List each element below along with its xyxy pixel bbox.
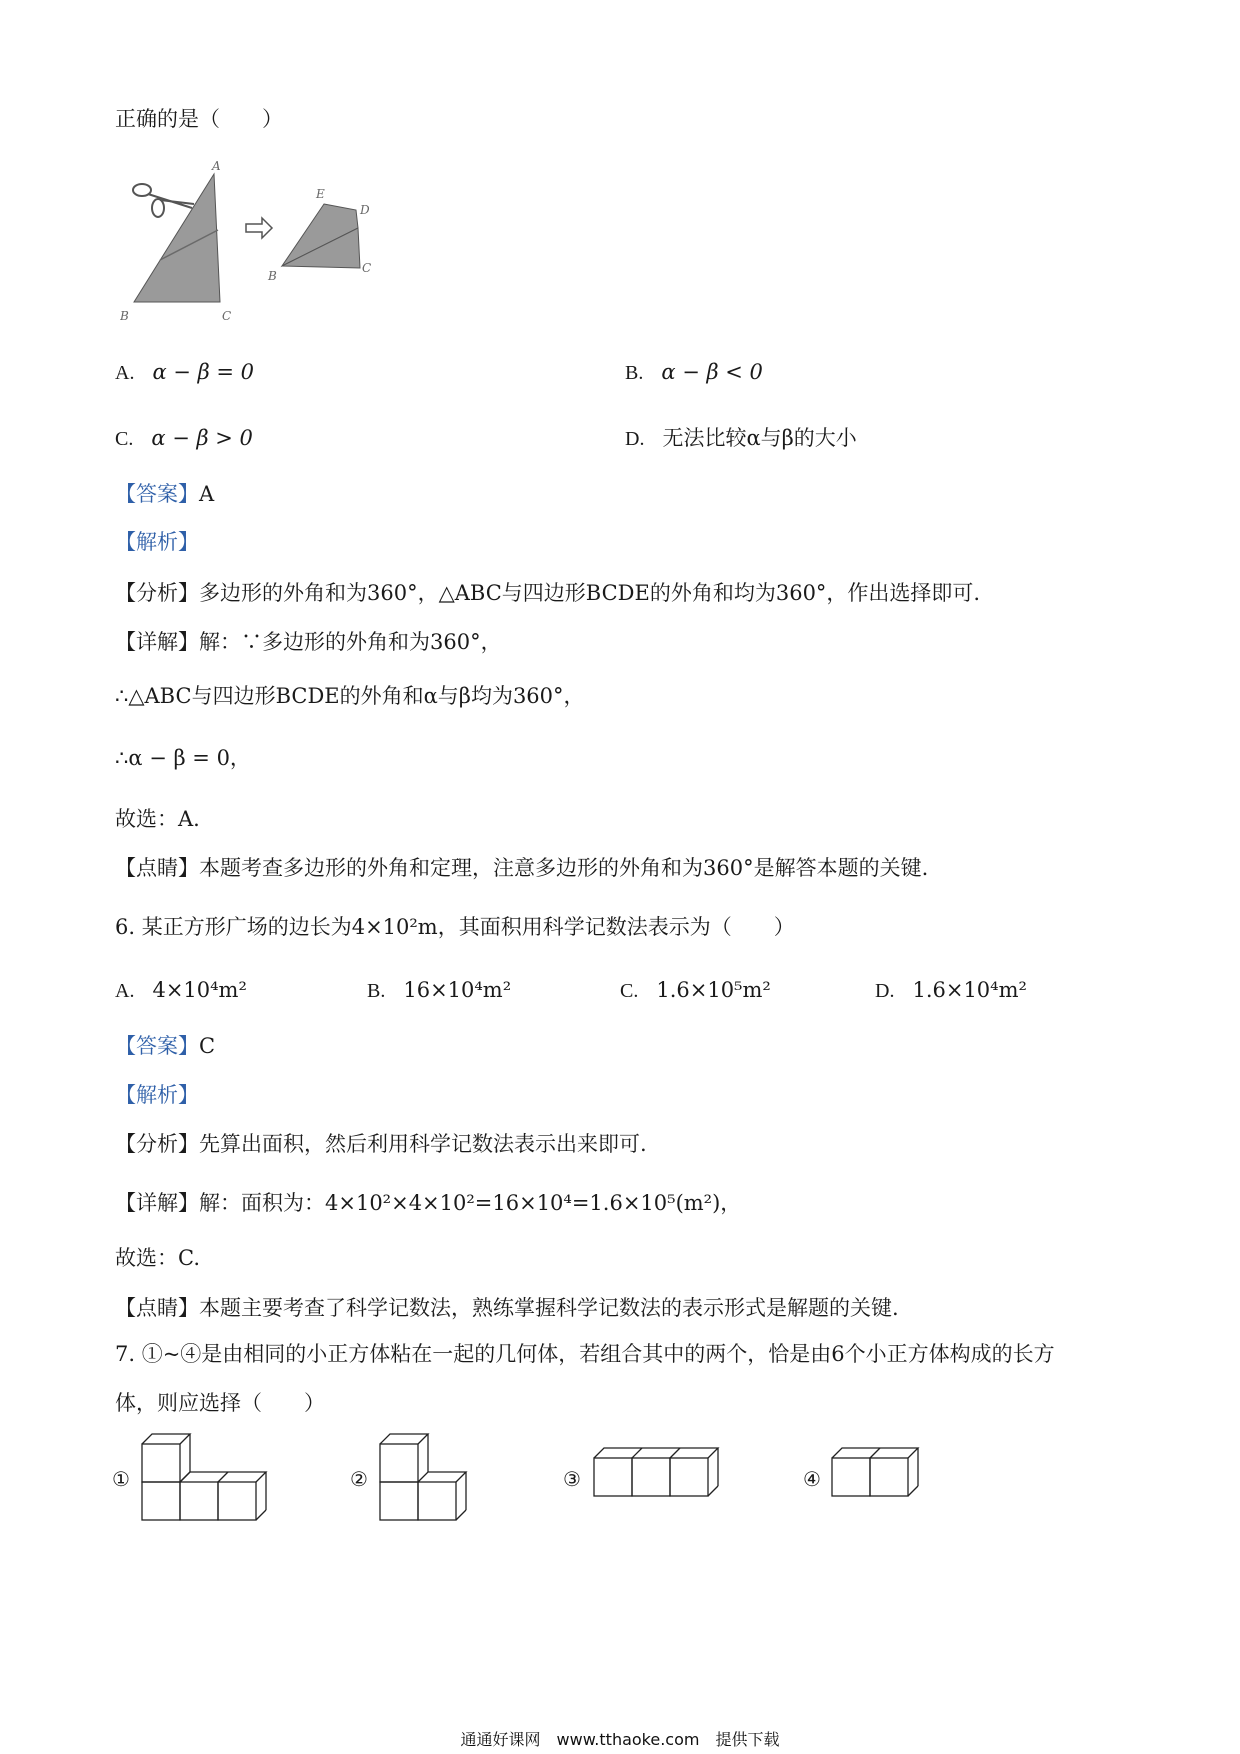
arrow-right-icon <box>246 218 272 238</box>
xiangjie-tag: 【详解】 <box>115 1191 199 1215</box>
scissors-icon <box>133 184 194 217</box>
q5-jiexi: 【解析】 <box>115 530 199 554</box>
q5-option-a-text: α − β = 0 <box>152 360 255 384</box>
q6-fenxi <box>115 1129 647 1159</box>
q6-option-d-text: 1.6×10⁴m² <box>912 978 1027 1002</box>
q5-option-b-label: B. <box>625 362 644 384</box>
q7-stem-line1: 7. ①~④是由相同的小正方体粘在一起的几何体，若组合其中的两个，恰是由6个小正方体构成的长方 <box>115 1342 1055 1366</box>
dianjing-text: 本题考查多边形的外角和定理，注意多边形的外角和为360°是解答本题的关键. <box>199 856 929 880</box>
q6-option-b <box>367 975 511 1006</box>
q6-option-b-label: B. <box>367 980 386 1002</box>
xiangjie-text: 解：面积为：4×10²×4×10²=16×10⁴=1.6×10⁵(m²)， <box>199 1191 742 1215</box>
q6-option-d <box>875 975 1027 1006</box>
q5-step3: ∴α − β = 0， <box>115 746 251 770</box>
fenxi-tag: 【分析】 <box>115 581 199 605</box>
q5-xiangjie <box>115 627 502 657</box>
label-b2: B <box>268 269 277 283</box>
fenxi-text: 先算出面积，然后利用科学记数法表示出来即可. <box>199 1132 647 1156</box>
q6-option-d-label: D. <box>875 980 895 1002</box>
fenxi-text: 多边形的外角和为360°，△ABC与四边形BCDE的外角和均为360°，作出选择即可. <box>199 581 981 605</box>
q7-solid-4 <box>828 1444 928 1504</box>
q5-option-c <box>115 423 253 454</box>
q6-option-a <box>115 975 247 1006</box>
xiangjie-text: 解：∵多边形的外角和为360°， <box>199 630 502 654</box>
q5-choose: 故选：A. <box>115 807 200 831</box>
q5-figure <box>120 160 420 320</box>
answer-tag: 【答案】 <box>115 482 199 506</box>
q6-option-a-label: A. <box>115 980 135 1002</box>
q5-option-a-label: A. <box>115 362 135 384</box>
q7-label-2: ② <box>350 1467 368 1491</box>
q6-option-c-text: 1.6×10⁵m² <box>656 978 771 1002</box>
dianjing-tag: 【点睛】 <box>115 1296 199 1320</box>
answer-value: C <box>199 1034 216 1058</box>
q6-jiexi: 【解析】 <box>115 1083 199 1107</box>
q5-dianjing <box>115 853 928 883</box>
q5-option-d-label: D. <box>625 428 645 450</box>
q7-stem-line2: 体，则应选择（ ） <box>115 1391 325 1415</box>
q5-fenxi <box>115 578 980 608</box>
q6-stem: 6. 某正方形广场的边长为4×10²m，其面积用科学记数法表示为（ ） <box>115 915 795 939</box>
dianjing-text: 本题主要考查了科学记数法，熟练掌握科学记数法的表示形式是解题的关键. <box>199 1296 899 1320</box>
q5-step2: ∴△ABC与四边形BCDE的外角和α与β均为360°， <box>115 684 585 708</box>
label-d: D <box>360 203 370 217</box>
q6-xiangjie <box>115 1188 741 1218</box>
q7-label-3: ③ <box>563 1467 581 1491</box>
label-b: B <box>120 309 129 320</box>
answer-tag: 【答案】 <box>115 1034 199 1058</box>
q7-label-1: ① <box>112 1467 130 1491</box>
label-e: E <box>316 187 325 201</box>
q6-option-c <box>620 975 771 1006</box>
footer-text: 通通好课网 www.tthaoke.com 提供下载 <box>460 1730 780 1749</box>
q5-option-d-text: 无法比较α与β的大小 <box>662 426 857 450</box>
q6-option-c-label: C. <box>620 980 639 1002</box>
q6-answer <box>115 1031 215 1061</box>
q6-choose: 故选：C. <box>115 1246 200 1270</box>
q6-dianjing <box>115 1293 899 1323</box>
q6-option-a-text: 4×10⁴m² <box>152 978 247 1002</box>
q7-solid-3 <box>590 1444 730 1504</box>
q5-option-b-text: α − β < 0 <box>661 360 763 384</box>
q5-option-c-label: C. <box>115 428 134 450</box>
q5-option-d <box>625 423 857 454</box>
q5-intro: 正确的是（ ） <box>115 107 283 131</box>
q5-option-b <box>625 357 763 388</box>
q5-option-a <box>115 357 254 388</box>
q7-solid-2 <box>376 1430 476 1525</box>
label-a: A <box>212 160 221 173</box>
q7-label-4: ④ <box>803 1467 821 1491</box>
q5-option-c-text: α − β > 0 <box>151 426 253 450</box>
q5-answer <box>115 479 214 509</box>
dianjing-tag: 【点睛】 <box>115 856 199 880</box>
label-c2: C <box>362 261 372 275</box>
fenxi-tag: 【分析】 <box>115 1132 199 1156</box>
q6-option-b-text: 16×10⁴m² <box>403 978 512 1002</box>
q7-solid-1 <box>138 1430 278 1525</box>
answer-value: A <box>199 482 215 506</box>
triangle-abc <box>134 174 220 302</box>
label-c: C <box>222 309 232 320</box>
xiangjie-tag: 【详解】 <box>115 630 199 654</box>
